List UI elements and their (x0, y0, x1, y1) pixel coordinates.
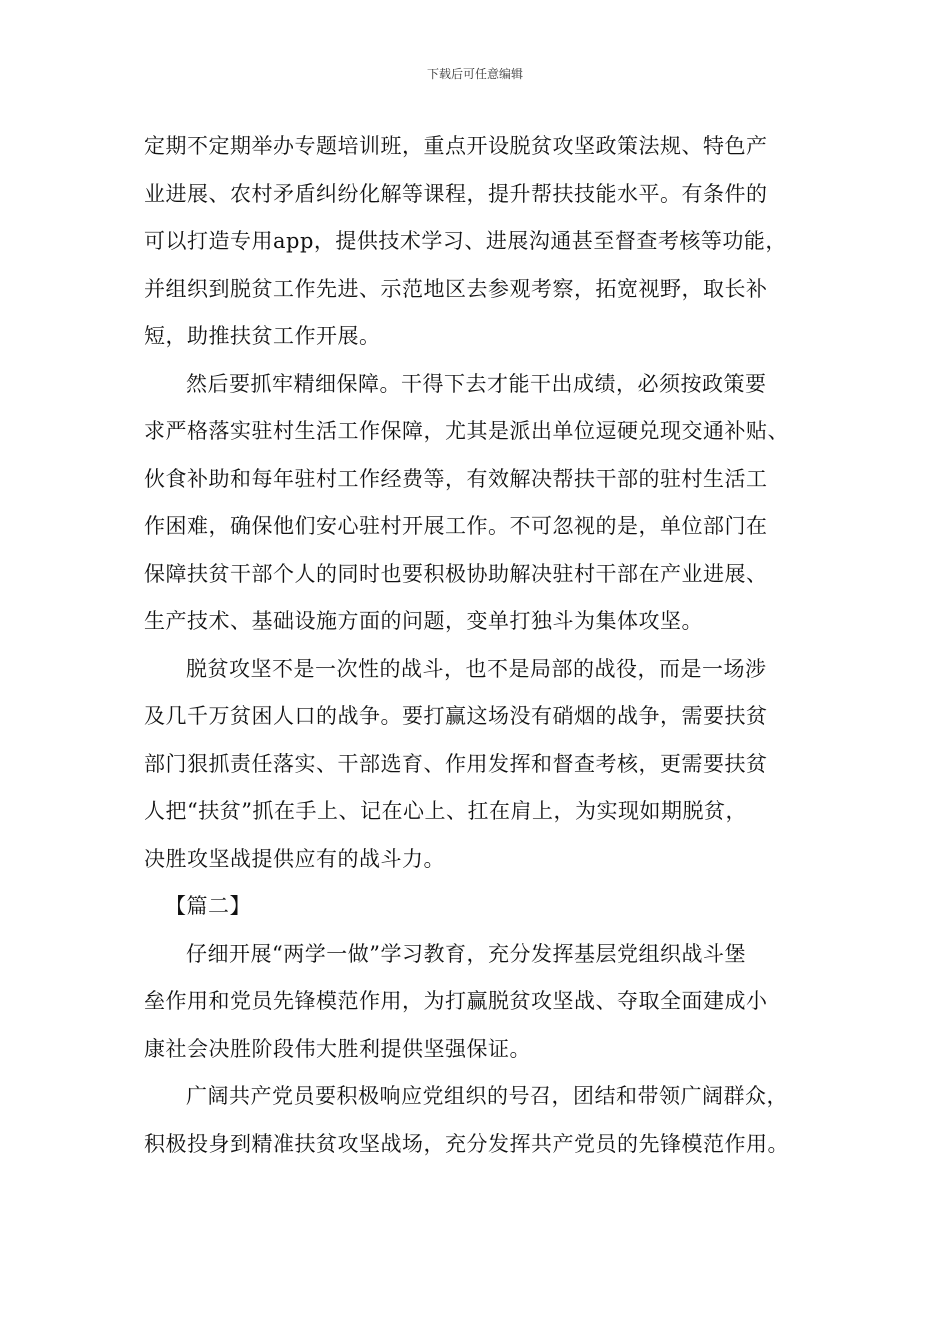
text-line: 仔细开展“两学一做”学习教育，充分发挥基层党组织战斗堡 (186, 941, 746, 966)
paragraph-3 (144, 646, 814, 884)
text-line: 垒作用和党员先锋模范作用，为打赢脱贫攻坚战、夺取全面建成小 (144, 989, 768, 1013)
text-line: 作困难，确保他们安心驻村开展工作。不可忽视的是，单位部门在 (144, 514, 768, 538)
paragraph-4 (144, 931, 814, 1074)
document-body (144, 123, 814, 1168)
text-line: 广阔共产党员要积极响应党组织的号召，团结和带领广阔群众， (186, 1084, 788, 1108)
page-header: 下载后可任意编辑 (426, 67, 523, 81)
section-title: 【篇二】 (165, 894, 251, 918)
text-line: 保障扶贫干部个人的同时也要积极协助解决驻村干部在产业进展、 (144, 561, 768, 586)
text-line: 部门狠抓责任落实、干部选育、作用发挥和督查考核，更需要扶贫 (144, 751, 768, 776)
text-line: 决胜攻坚战提供应有的战斗力。 (144, 846, 445, 871)
text-line: 短，助推扶贫工作开展。 (144, 324, 381, 348)
text-line: 生产技术、基础设施方面的问题，变单打独斗为集体攻坚。 (144, 609, 703, 633)
paragraph-1 (144, 123, 814, 361)
text-line: 可以打造专用app，提供技术学习、进展沟通甚至督查考核等功能， (144, 229, 787, 253)
text-line: 人把“扶贫”抓在手上、记在心上、扛在肩上，为实现如期脱贫， (144, 799, 747, 823)
section-heading (144, 883, 814, 931)
text-line: 业进展、农村矛盾纠纷化解等课程，提升帮扶技能水平。有条件的 (144, 181, 768, 206)
text-line: 并组织到脱贫工作先进、示范地区去参观考察，拓宽视野，取长补 (144, 276, 768, 301)
text-line: 积极投身到精准扶贫攻坚战场，充分发挥共产党员的先锋模范作用。 (144, 1131, 789, 1156)
text-line: 伙食补助和每年驻村工作经费等，有效解决帮扶干部的驻村生活工 (144, 466, 768, 491)
text-line: 求严格落实驻村生活工作保障，尤其是派出单位逗硬兑现交通补贴、 (144, 419, 789, 443)
text-line: 康社会决胜阶段伟大胜利提供坚强保证。 (144, 1036, 531, 1061)
paragraph-2 (144, 361, 814, 646)
text-line: 脱贫攻坚不是一次性的战斗，也不是局部的战役，而是一场涉 (186, 656, 767, 681)
text-line: 定期不定期举办专题培训班，重点开设脱贫攻坚政策法规、特色产 (144, 134, 768, 158)
text-line: 然后要抓牢精细保障。干得下去才能干出成绩，必须按政策要 (186, 371, 767, 396)
paragraph-5 (144, 1073, 814, 1168)
text-line: 及几千万贫困人口的战争。要打赢这场没有硝烟的战争，需要扶贫 (144, 704, 768, 728)
